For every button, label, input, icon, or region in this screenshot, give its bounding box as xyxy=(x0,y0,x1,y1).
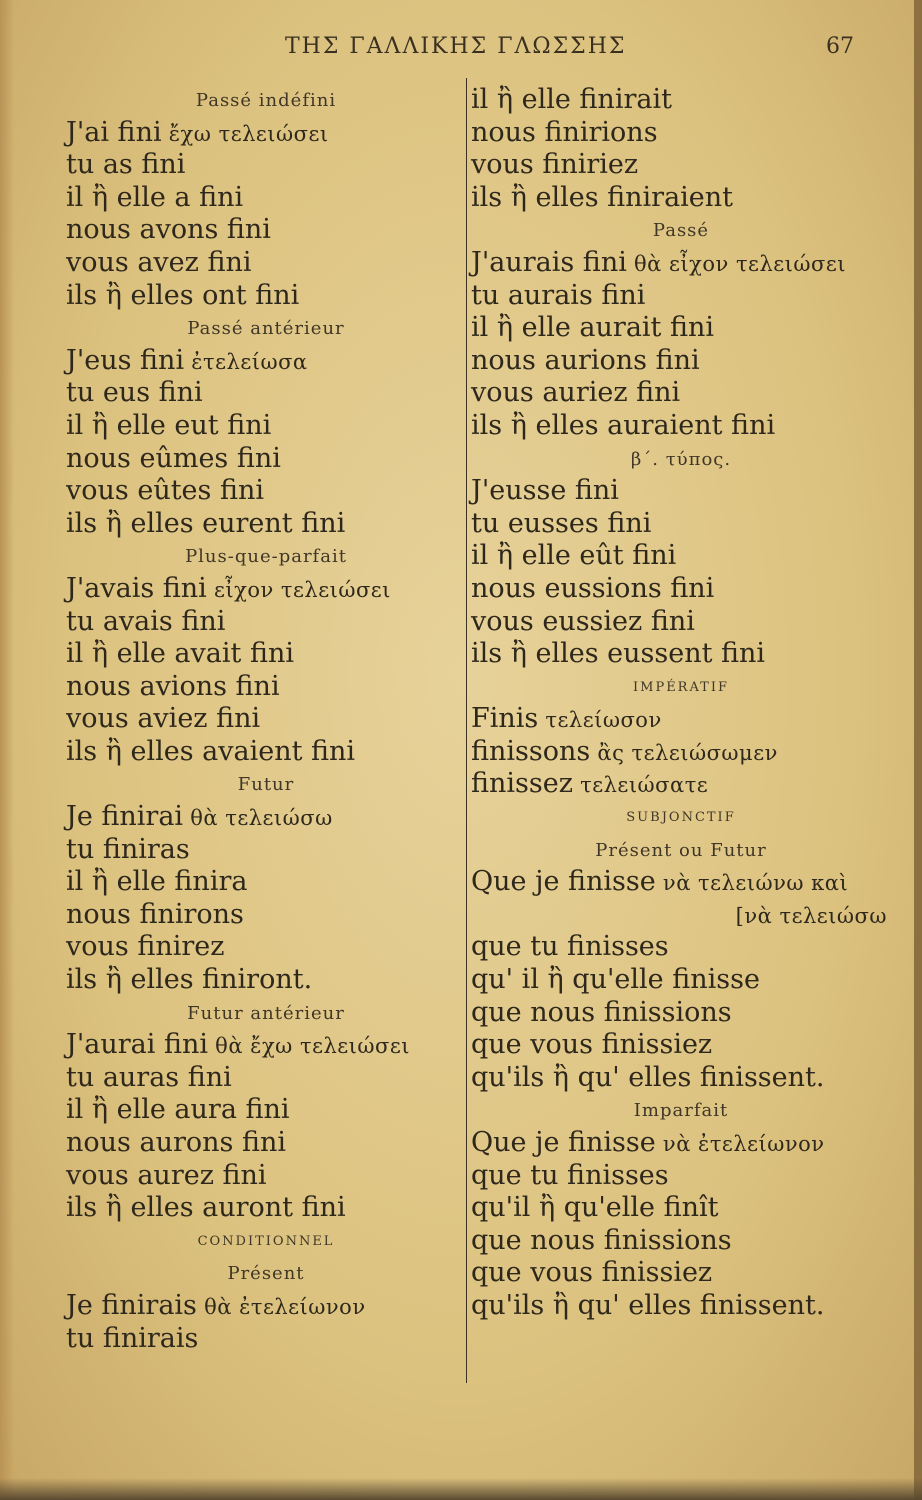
french-form: Je finirai xyxy=(66,801,184,833)
conjugation-line xyxy=(66,1290,466,1323)
conjugation-line xyxy=(66,606,466,639)
section-heading: Passé antérieur xyxy=(187,318,345,340)
section-heading: Plus-que-parfait xyxy=(185,546,347,568)
french-form: qu'il ἢ qu'elle finît xyxy=(471,1192,719,1224)
conjugation-line xyxy=(471,768,891,801)
french-form: tu aurais fini xyxy=(471,279,646,311)
conjugation-line xyxy=(471,247,891,280)
french-form: il ἢ elle finirait xyxy=(471,84,672,115)
french-form: J'ai fini xyxy=(66,116,162,148)
french-form: finissez xyxy=(471,768,573,800)
conjugation-line xyxy=(66,475,466,508)
french-form: tu eus fini xyxy=(66,377,203,409)
conjugation-line xyxy=(471,149,891,182)
french-form: J'eusse fini xyxy=(471,475,619,507)
greek-translation: ἂς τελειώσωμεν xyxy=(590,740,778,765)
conjugation-line xyxy=(471,345,891,378)
conjugation-line xyxy=(471,508,891,541)
conjugation-line xyxy=(471,866,891,899)
greek-translation: θὰ τελειώσω xyxy=(183,806,333,831)
conjugation-line xyxy=(66,345,466,378)
conjugation-line xyxy=(471,1290,891,1323)
conjugation-line xyxy=(471,931,891,964)
french-form: vous finiriez xyxy=(471,149,639,181)
conjugation-line xyxy=(471,1225,891,1258)
page-header xyxy=(0,34,922,64)
french-form: vous aviez fini xyxy=(66,703,261,735)
conjugation-line xyxy=(66,280,466,313)
page-right-edge xyxy=(914,0,922,1500)
french-form: ils ἢ elles eurent fini xyxy=(66,507,346,539)
conjugation-line xyxy=(471,606,891,639)
french-form: J'aurais fini xyxy=(471,246,627,278)
conjugation-line xyxy=(66,377,466,410)
french-form: tu eusses fini xyxy=(471,507,652,539)
french-form: il ἢ elle aurait fini xyxy=(471,312,715,344)
french-form: que nous finissions xyxy=(471,1224,732,1256)
french-form: ils ἢ elles finiraient xyxy=(471,181,734,213)
conjugation-line xyxy=(471,638,891,671)
page-left-edge xyxy=(0,0,14,1500)
conjugation-line xyxy=(66,801,466,834)
conjugation-line xyxy=(66,1029,466,1062)
greek-translation: θὰ ἔχω τελειώσει xyxy=(208,1034,410,1059)
conjugation-line xyxy=(66,931,466,964)
french-form: que tu finisses xyxy=(471,1159,669,1191)
french-form: vous aurez fini xyxy=(66,1159,267,1191)
section-heading: IMPÉRATIF xyxy=(633,679,729,695)
conjugation-line xyxy=(66,214,466,247)
conjugation-line xyxy=(471,1062,891,1095)
conjugation-line xyxy=(471,964,891,997)
conjugation-line xyxy=(471,280,891,313)
french-form: tu auras fini xyxy=(66,1061,232,1093)
french-form: Finis xyxy=(471,703,539,735)
conjugation-line xyxy=(66,736,466,769)
conjugation-line xyxy=(66,834,466,867)
french-form: il ἢ elle avait fini xyxy=(66,638,294,670)
conjugation-line xyxy=(66,866,466,899)
greek-translation: νὰ τελειώνω καὶ xyxy=(655,871,849,896)
conjugation-line xyxy=(471,1192,891,1225)
french-form: qu'ils ἢ qu' elles finissent. xyxy=(471,1289,825,1321)
french-form: que tu finisses xyxy=(471,931,669,963)
french-form: ils ἢ elles eussent fini xyxy=(471,638,766,670)
conjugation-line xyxy=(471,1257,891,1290)
french-form: vous auriez fini xyxy=(471,377,681,409)
conjugation-line xyxy=(66,508,466,541)
french-form: ils ἢ elles ont fini xyxy=(66,279,300,311)
conjugation-line xyxy=(471,540,891,573)
conjugation-line xyxy=(471,410,891,443)
french-form: nous aurions fini xyxy=(471,344,700,376)
conjugation-line xyxy=(471,117,891,150)
french-form: Que je finisse xyxy=(471,866,656,898)
french-form: vous eûtes fini xyxy=(66,475,265,507)
french-form: que vous finissiez xyxy=(471,1257,713,1289)
french-form: nous eussions fini xyxy=(471,572,715,604)
french-form: vous finirez xyxy=(66,931,225,963)
french-form: nous aurons fini xyxy=(66,1127,286,1158)
greek-translation: θὰ ἐτελείωνον xyxy=(196,1294,366,1319)
greek-translation: τελειώσατε xyxy=(572,773,709,798)
conjugation-line xyxy=(471,1127,891,1160)
section-heading: Passé xyxy=(652,220,710,242)
section-heading: Présent xyxy=(227,1263,305,1285)
conjugation-line xyxy=(471,475,891,508)
french-form: que nous finissions xyxy=(471,996,732,1028)
conjugation-line xyxy=(66,247,466,280)
page-bottom-edge xyxy=(0,1478,922,1500)
conjugation-line xyxy=(471,84,891,117)
french-form: J'avais fini xyxy=(66,572,207,604)
french-form: ils ἢ elles auront fini xyxy=(66,1192,346,1224)
conjugation-line xyxy=(471,1029,891,1062)
french-form: il ἢ elle eût fini xyxy=(471,540,677,572)
conjugation-line xyxy=(471,182,891,215)
french-form: il ἢ elle aura fini xyxy=(66,1094,290,1126)
section-heading: CONDITIONNEL xyxy=(197,1233,335,1249)
conjugation-line xyxy=(66,638,466,671)
conjugation-line xyxy=(66,1192,466,1225)
greek-translation: ἐτελείωσα xyxy=(184,349,308,374)
right-column xyxy=(471,84,891,1323)
conjugation-line xyxy=(66,117,466,150)
french-form: tu avais fini xyxy=(66,605,226,637)
section-heading: β΄. τύπος. xyxy=(630,448,732,470)
conjugation-line xyxy=(66,1323,466,1356)
conjugation-line xyxy=(471,997,891,1030)
conjugation-line xyxy=(66,149,466,182)
french-form: tu as fini xyxy=(66,149,186,181)
conjugation-line xyxy=(66,573,466,606)
conjugation-line xyxy=(471,377,891,410)
french-form: que vous finissiez xyxy=(471,1029,713,1061)
conjugation-line xyxy=(66,1160,466,1193)
french-form: J'eus fini xyxy=(66,344,185,376)
french-form: vous eussiez fini xyxy=(471,605,695,637)
section-heading: Imparfait xyxy=(633,1100,729,1122)
section-heading: SUBJONCTIF xyxy=(626,810,736,826)
french-form: il ἢ elle finira xyxy=(66,866,248,898)
french-form: J'aurai fini xyxy=(66,1029,208,1061)
left-column xyxy=(66,84,466,1355)
conjugation-line xyxy=(66,671,466,704)
conjugation-line xyxy=(471,899,891,932)
french-form: tu finirais xyxy=(66,1322,199,1354)
running-head: ΤΗΣ ΓΑΛΛΙΚΗΣ ΓΛΩΣΣΗΣ xyxy=(285,34,627,59)
conjugation-line xyxy=(66,1094,466,1127)
column-divider xyxy=(466,78,467,1383)
greek-translation: [νὰ τελειώσω xyxy=(735,903,887,928)
greek-translation: θὰ εἶχον τελειώσει xyxy=(626,251,846,276)
conjugation-line xyxy=(471,1160,891,1193)
french-form: nous eûmes fini xyxy=(66,442,281,474)
french-form: finissons xyxy=(471,735,591,767)
french-form: qu'ils ἢ qu' elles finissent. xyxy=(471,1061,825,1093)
conjugation-line xyxy=(66,443,466,476)
french-form: nous finirons xyxy=(66,898,244,930)
conjugation-line xyxy=(66,964,466,997)
french-form: ils ἢ elles avaient fini xyxy=(66,735,356,767)
conjugation-line xyxy=(471,703,891,736)
conjugation-line xyxy=(471,312,891,345)
conjugation-line xyxy=(66,703,466,736)
french-form: qu' il ἢ qu'elle finisse xyxy=(471,964,760,996)
page-number: 67 xyxy=(826,34,854,59)
section-heading: Futur xyxy=(237,774,295,796)
greek-translation: εἶχον τελειώσει xyxy=(206,577,391,602)
section-heading: Passé indéfini xyxy=(195,90,337,111)
greek-translation: τελείωσον xyxy=(538,708,662,733)
conjugation-line xyxy=(66,1062,466,1095)
french-form: tu finiras xyxy=(66,833,190,865)
french-form: ils ἢ elles auraient fini xyxy=(471,409,776,441)
conjugation-line xyxy=(471,573,891,606)
french-form: nous avons fini xyxy=(66,214,271,246)
greek-translation: ἔχω τελειώσει xyxy=(161,121,329,146)
french-form: il ἢ elle eut fini xyxy=(66,409,272,441)
french-form: il ἢ elle a fini xyxy=(66,181,244,213)
section-heading: Présent ou Futur xyxy=(595,839,767,861)
conjugation-line xyxy=(66,1127,466,1160)
greek-translation: νὰ ἐτελείωνον xyxy=(655,1132,825,1156)
conjugation-line xyxy=(66,410,466,443)
section-heading: Futur antérieur xyxy=(187,1002,345,1024)
french-form: Je finirais xyxy=(66,1289,197,1321)
french-form: vous avez fini xyxy=(66,246,252,278)
french-form: nous avions fini xyxy=(66,670,280,702)
french-form: nous finirions xyxy=(471,116,658,148)
conjugation-line xyxy=(66,182,466,215)
french-form: ils ἢ elles finiront. xyxy=(66,964,313,996)
french-form: Que je finisse xyxy=(471,1127,656,1158)
conjugation-line xyxy=(471,736,891,769)
conjugation-line xyxy=(66,899,466,932)
